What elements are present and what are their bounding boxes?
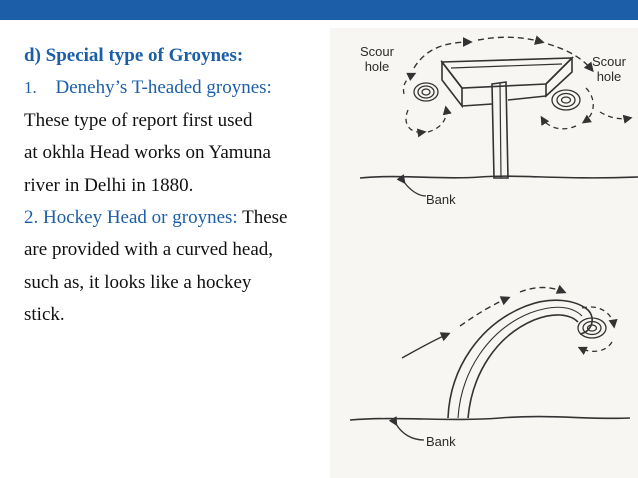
left-scour-vortex: [414, 83, 438, 101]
item1-title-line: [24, 72, 324, 104]
groyne-figures: [330, 28, 638, 478]
slide-heading: d) Special type of Groynes:: [24, 45, 244, 66]
item1-text-line-3: river in Delhi in 1880.: [24, 174, 194, 196]
item2-title: 2. Hockey Head or groynes:: [24, 207, 238, 229]
slide-text: [24, 40, 324, 332]
label-bank-top: Bank: [426, 192, 456, 207]
item2-text-line-1: are provided with a curved head,: [24, 239, 274, 261]
label-bank-bottom: Bank: [426, 434, 456, 449]
item1-title: Denehy’s T-headed groynes:: [55, 77, 272, 99]
hockey-stick-inner: [468, 315, 578, 418]
item2-text-first: These: [237, 207, 288, 229]
t-head-front-face: [442, 62, 462, 106]
item2-text-line-2: such as, it looks like a hockey: [24, 271, 252, 293]
item1-text-line-1: These type of report first used: [24, 109, 253, 131]
item1-number: 1.: [24, 78, 37, 98]
top-bar: [0, 0, 638, 20]
t-head-top-face: [442, 58, 572, 88]
label-scour-left: Scour hole: [360, 44, 394, 74]
item2-title-line: [24, 202, 324, 234]
hockey-scour-vortex: [578, 318, 606, 338]
right-scour-vortex: [552, 90, 580, 110]
item1-text-line-2: at okhla Head works on Yamuna: [24, 142, 271, 164]
label-scour-right: Scour hole: [592, 54, 626, 84]
item2-text-line-3: stick.: [24, 304, 65, 326]
bank-line-bottom: [350, 417, 630, 420]
hockey-head-groyne-diagram: [330, 248, 638, 478]
